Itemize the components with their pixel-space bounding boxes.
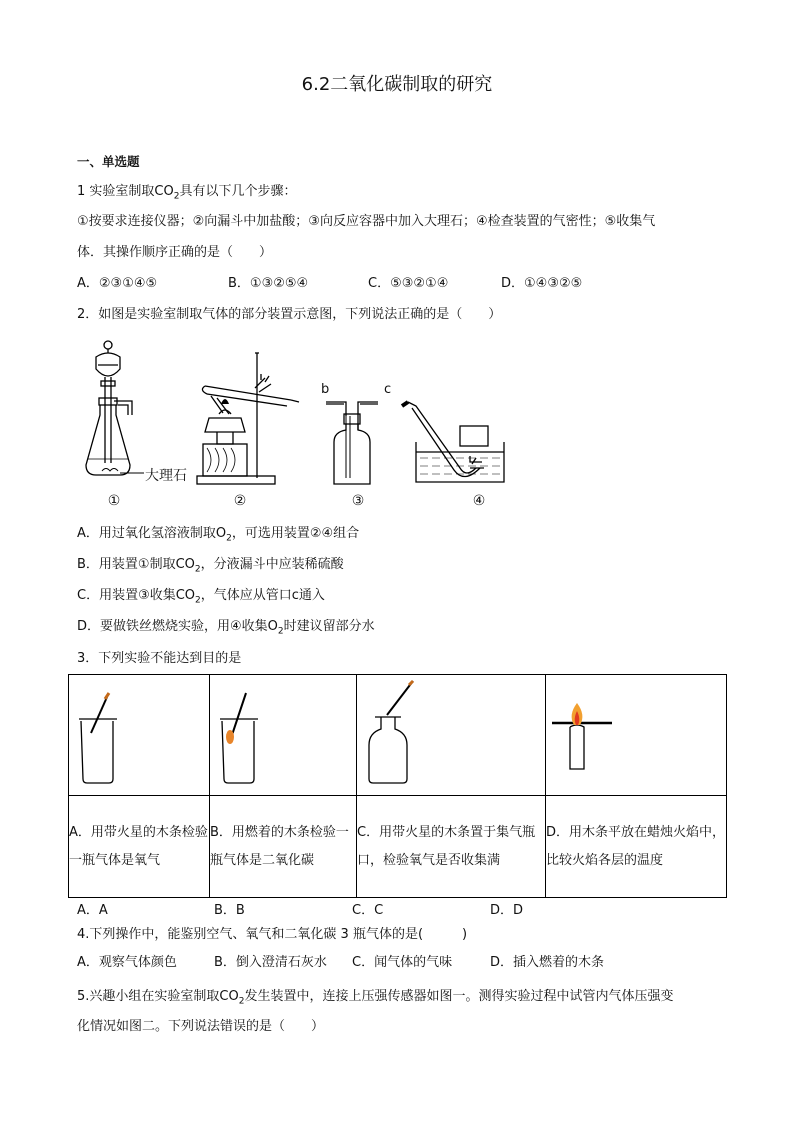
q1-option-a[interactable]: A．②③①④⑤ [77,276,158,291]
q3-option-c[interactable]: C．C [352,903,384,918]
port-b-label: b [321,382,330,397]
figure-label-1: ① [107,493,121,509]
q3-image-d [546,675,727,796]
q5-stem-line2: 化情况如图二。下列说法错误的是（ ） [77,1019,325,1034]
q2-stem: 2．如图是实验室制取气体的部分装置示意图，下列说法正确的是（ ） [77,307,502,322]
page-title: 6.2二氧化碳制取的研究 [301,74,493,95]
gas-bottle-figure [322,380,382,490]
q4-option-a[interactable]: A．观察气体颜色 [77,955,177,970]
q2-option-d[interactable]: D．要做铁丝燃烧实验，用④收集$O_2$时建议留部分水 [77,619,375,637]
q4-option-d[interactable]: D．插入燃着的木条 [490,955,605,970]
q3-cell-d: D．用木条平放在蜡烛火焰中，比较火焰各层的温度 [546,796,727,898]
q4-stem: 4.下列操作中，能鉴别空气、氧气和二氧化碳 3 瓶气体的是( ) [77,927,468,942]
q1-option-b[interactable]: B．①③②⑤④ [228,276,309,291]
candle-splint-icon [546,675,726,791]
q1-prompt: 体．其操作顺序正确的是（ ） [77,245,273,260]
figure-label-4: ④ [472,493,486,509]
q3-cell-a: A．用带火星的木条检验一瓶气体是氧气 [69,796,210,898]
q5-stem-line1: 5.兴趣小组在实验室制取$CO_2$发生装置中，连接上压强传感器如图一。测得实验过程中试管内气体压强变 [77,989,674,1007]
section-heading: 一、单选题 [77,154,140,169]
q4-option-b[interactable]: B．倒入澄清石灰水 [214,955,327,970]
q3-option-d[interactable]: D．D [490,903,524,918]
q4-option-c[interactable]: C．闻气体的气味 [352,955,453,970]
q1-option-d[interactable]: D．①④③②⑤ [501,276,583,291]
marble-label: 大理石 [145,468,187,484]
q3-cell-c: C．用带火星的木条置于集气瓶口，检验氧气是否收集满 [357,796,546,898]
q3-image-a [69,675,210,796]
q2-option-a[interactable]: A．用过氧化氢溶液制取$O_2$，可选用装置②④组合 [77,526,360,544]
q1-stem: 1 实验室制取$CO_2$具有以下几个步骤： [77,184,297,202]
port-c-label: c [384,382,392,397]
q3-image-c [357,675,546,796]
q3-stem: 3．下列实验不能达到目的是 [77,651,242,666]
q3-cell-b: B．用燃着的木条检验一瓶气体是二氧化碳 [210,796,357,898]
q1-steps: ①按要求连接仪器；②向漏斗中加盐酸；③向反应容器中加入大理石；④检查装置的气密性；⑤收集气 [77,214,656,229]
figure-label-2: ② [233,493,247,509]
figure-label-3: ③ [351,493,365,509]
heating-apparatus-figure [195,348,305,488]
q3-image-b [210,675,357,796]
water-trough-figure [396,396,516,491]
q3-option-b[interactable]: B．B [214,903,245,918]
q3-option-a[interactable]: A．A [77,903,108,918]
q1-option-c[interactable]: C．⑤③②①④ [368,276,449,291]
bottle-mouth-splint-icon [357,675,545,791]
q3-experiment-table [68,674,727,898]
q2-option-b[interactable]: B．用装置①制取$CO_2$，分液漏斗中应装稀硫酸 [77,557,344,575]
bottle-burning-splint-icon [210,675,356,791]
bottle-glowing-splint-icon [69,675,209,791]
q2-option-c[interactable]: C．用装置③收集$CO_2$，气体应从管口c通入 [77,588,325,606]
